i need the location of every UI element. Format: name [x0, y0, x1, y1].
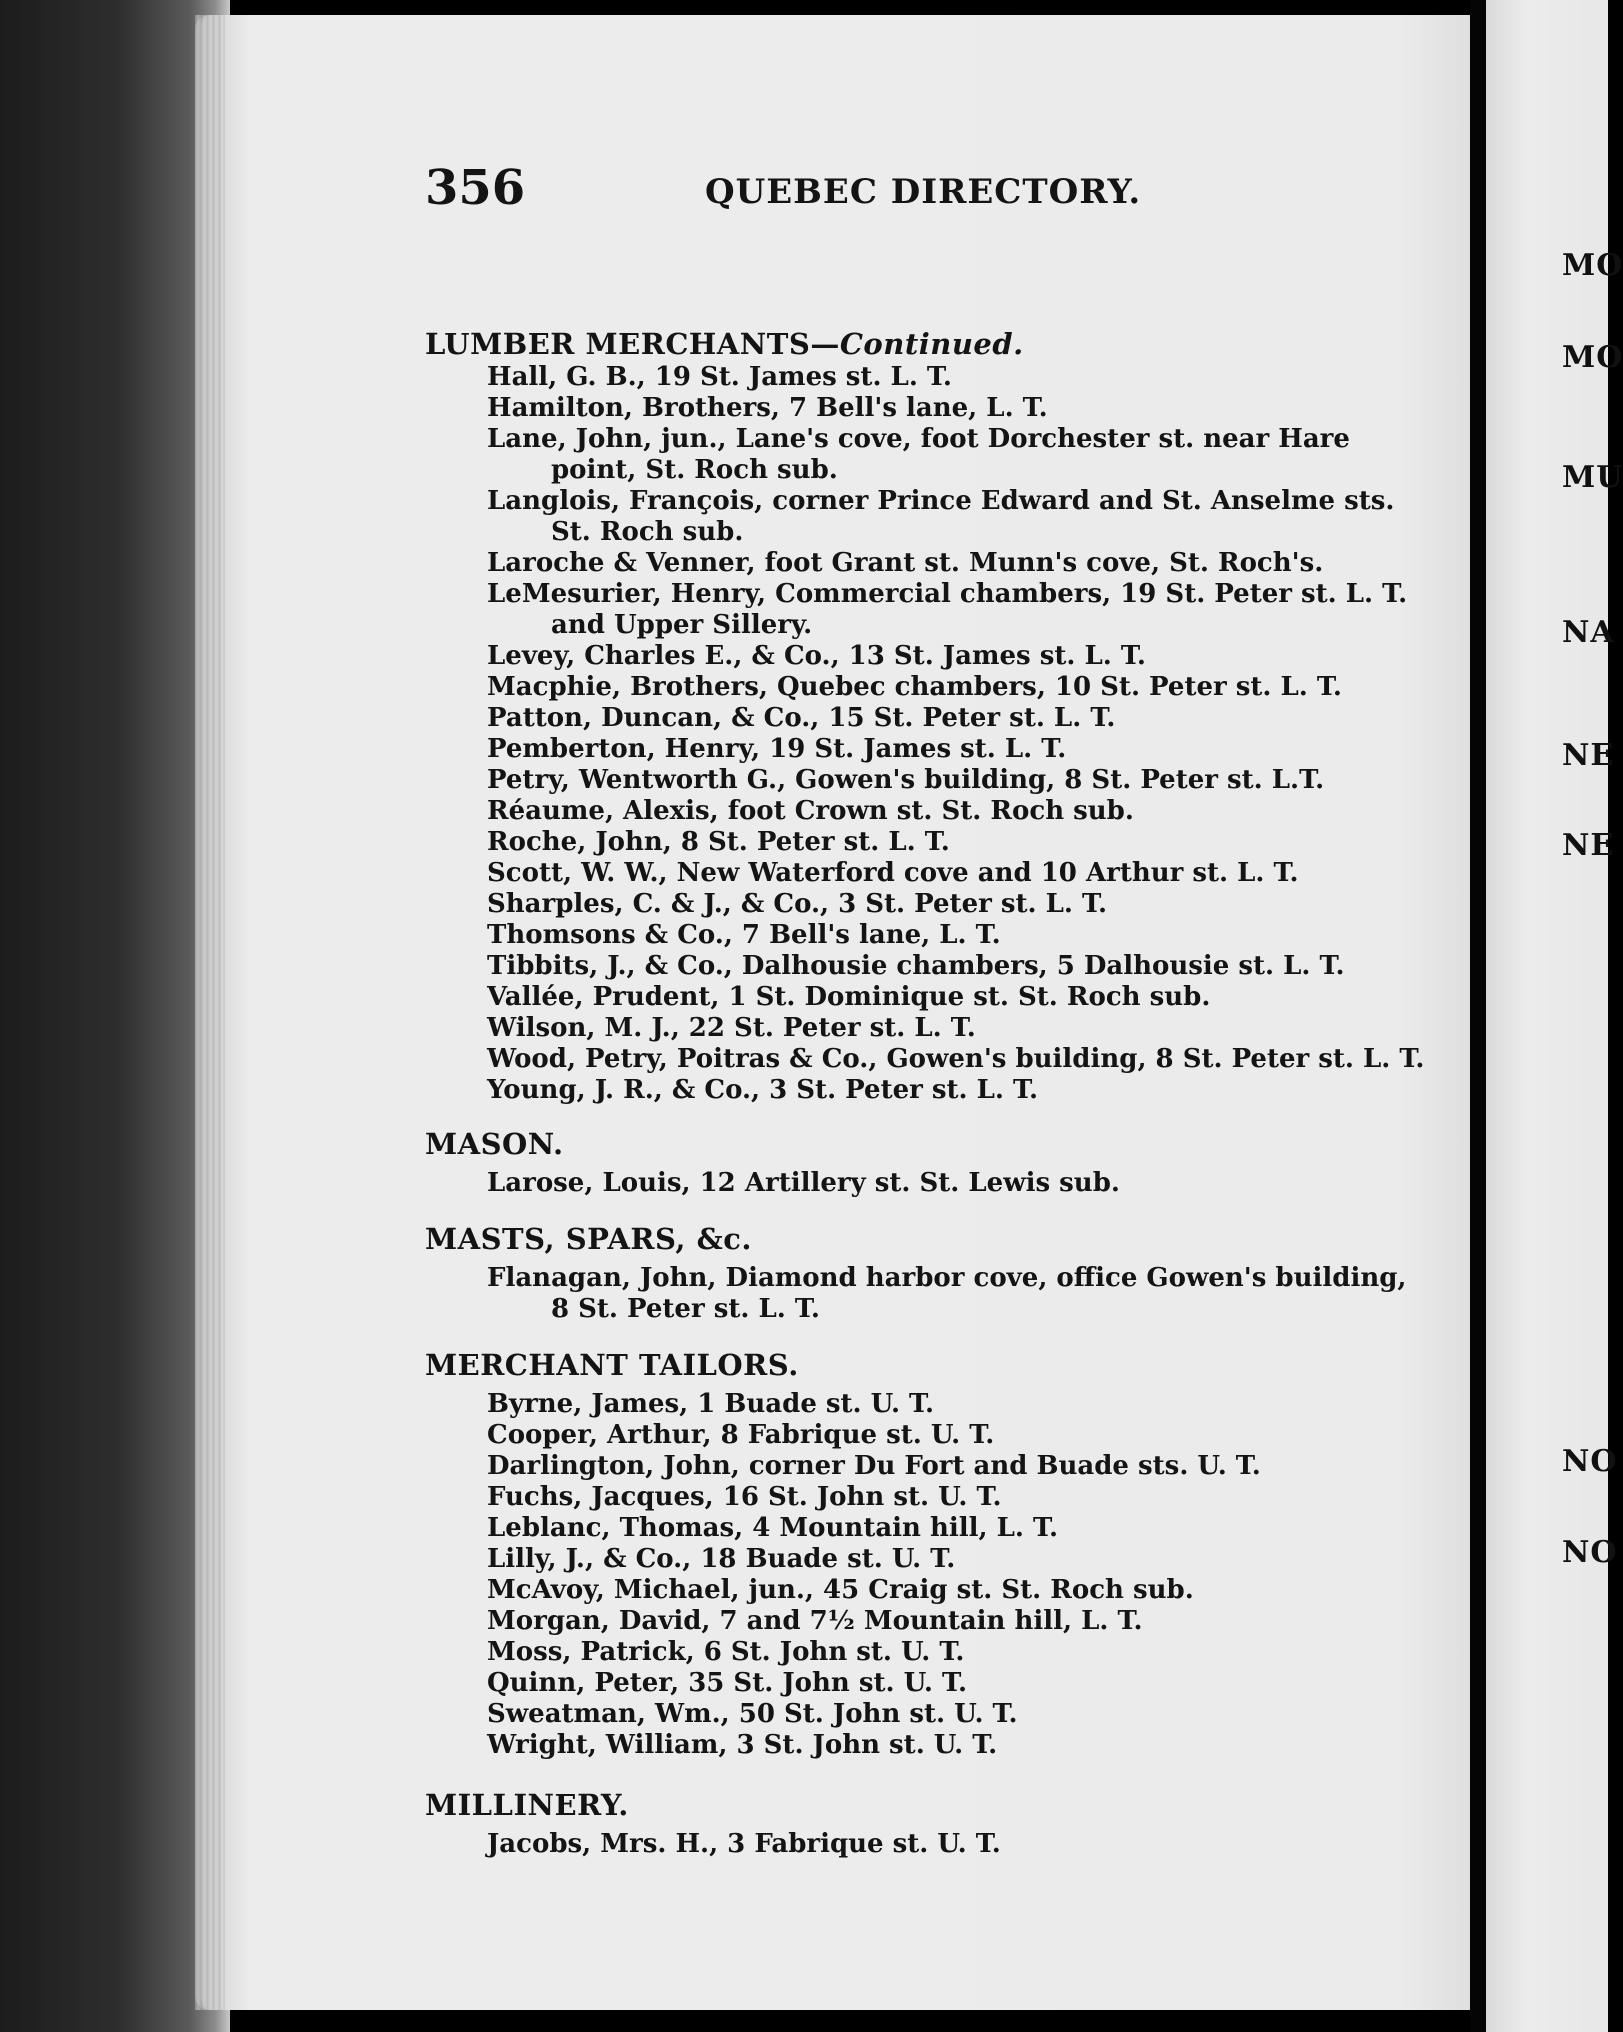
entry-list — [425, 1168, 1425, 1199]
directory-entry: Larose, Louis, 12 Artillery st. St. Lewis sub. — [487, 1168, 1120, 1198]
directory-entry: Levey, Charles E., & Co., 13 St. James st. L. T. — [487, 641, 1146, 671]
directory-entry: Macphie, Brothers, Quebec chambers, 10 St. Peter st. L. T. — [487, 672, 1342, 702]
directory-page-content — [425, 160, 1425, 1860]
entry-list — [425, 362, 1425, 1106]
directory-entry: Pemberton, Henry, 19 St. James st. L. T. — [487, 734, 1067, 764]
directory-entry: Thomsons & Co., 7 Bell's lane, L. T. — [487, 920, 1001, 950]
directory-entry: Flanagan, John, Diamond harbor cove, office Gowen's building, 8 St. Peter st. L. T. — [487, 1263, 1407, 1324]
directory-entry: Byrne, James, 1 Buade st. U. T. — [487, 1389, 935, 1419]
section-merchant-tailors — [425, 1347, 1425, 1761]
section-mason — [425, 1126, 1425, 1199]
section-heading: MASON. — [425, 1127, 564, 1161]
directory-entry: Leblanc, Thomas, 4 Mountain hill, L. T. — [487, 1513, 1059, 1543]
right-page-fragment: NO — [1562, 1444, 1618, 1479]
page-edges — [195, 15, 225, 2010]
entry-list — [425, 1389, 1425, 1761]
directory-entry: McAvoy, Michael, jun., 45 Craig st. St. Roch sub. — [487, 1575, 1194, 1605]
section-heading — [425, 326, 1425, 362]
directory-entry: Moss, Patrick, 6 St. John st. U. T. — [487, 1637, 965, 1667]
section-heading: MERCHANT TAILORS. — [425, 1348, 799, 1382]
directory-entry: Laroche & Venner, foot Grant st. Munn's cove, St. Roch's. — [487, 548, 1324, 578]
section-heading: MILLINERY. — [425, 1788, 629, 1822]
right-page-fragment: NO — [1562, 1535, 1618, 1570]
running-title: QUEBEC DIRECTORY. — [705, 172, 1142, 212]
page-header — [425, 160, 1425, 232]
right-page-fragment: MU — [1562, 460, 1623, 495]
gutter-shadow — [1470, 0, 1486, 2032]
directory-entry: Morgan, David, 7 and 7½ Mountain hill, L. T. — [487, 1606, 1143, 1636]
right-page-fragment: MO — [1562, 340, 1623, 375]
page-number: 356 — [425, 160, 526, 216]
directory-entry: Hall, G. B., 19 St. James st. L. T. — [487, 362, 952, 392]
directory-entry: Scott, W. W., New Waterford cove and 10 Arthur st. L. T. — [487, 858, 1299, 888]
right-page-fragment: NA — [1562, 615, 1615, 650]
section-heading-continued: Continued. — [839, 327, 1024, 361]
right-page-fragment: NE — [1562, 828, 1615, 863]
directory-entry: Young, J. R., & Co., 3 St. Peter st. L. T. — [487, 1075, 1039, 1105]
directory-entry: Lane, John, jun., Lane's cove, foot Dorchester st. near Hare point, St. Roch sub. — [487, 424, 1350, 485]
right-page — [1486, 0, 1623, 2032]
directory-entry: Wilson, M. J., 22 St. Peter st. L. T. — [487, 1013, 976, 1043]
directory-entry: Wood, Petry, Poitras & Co., Gowen's building, 8 St. Peter st. L. T. — [487, 1044, 1425, 1074]
section-lumber-merchants — [425, 326, 1425, 1106]
directory-entry: Petry, Wentworth G., Gowen's building, 8 St. Peter st. L.T. — [487, 765, 1325, 795]
section-millinery — [425, 1787, 1425, 1860]
directory-entry: LeMesurier, Henry, Commercial chambers, 19 St. Peter st. L. T. and Upper Sillery. — [487, 579, 1408, 640]
directory-entry: Lilly, J., & Co., 18 Buade st. U. T. — [487, 1544, 956, 1574]
directory-entry: Tibbits, J., & Co., Dalhousie chambers, 5 Dalhousie st. L. T. — [487, 951, 1345, 981]
directory-entry: Darlington, John, corner Du Fort and Buade sts. U. T. — [487, 1451, 1261, 1481]
directory-entry: Cooper, Arthur, 8 Fabrique st. U. T. — [487, 1420, 995, 1450]
section-heading-text: LUMBER MERCHANTS— — [425, 327, 840, 361]
directory-entry: Réaume, Alexis, foot Crown st. St. Roch sub. — [487, 796, 1134, 826]
section-heading: MASTS, SPARS, &c. — [425, 1222, 753, 1256]
entry-list — [425, 1829, 1425, 1860]
directory-entry: Roche, John, 8 St. Peter st. L. T. — [487, 827, 950, 857]
directory-entry: Fuchs, Jacques, 16 St. John st. U. T. — [487, 1482, 1002, 1512]
directory-entry: Jacobs, Mrs. H., 3 Fabrique st. U. T. — [487, 1829, 1001, 1859]
section-masts-spars — [425, 1221, 1425, 1325]
right-page-fragment: NE — [1562, 738, 1615, 773]
directory-entry: Vallée, Prudent, 1 St. Dominique st. St. Roch sub. — [487, 982, 1211, 1012]
directory-entry: Patton, Duncan, & Co., 15 St. Peter st. L. T. — [487, 703, 1116, 733]
directory-entry: Sharples, C. & J., & Co., 3 St. Peter st. L. T. — [487, 889, 1108, 919]
directory-entry: Langlois, François, corner Prince Edward and St. Anselme sts. St. Roch sub. — [487, 486, 1395, 547]
entry-list — [425, 1263, 1425, 1325]
directory-entry: Quinn, Peter, 35 St. John st. U. T. — [487, 1668, 968, 1698]
right-page-fragment: MO — [1562, 248, 1623, 283]
directory-entry: Sweatman, Wm., 50 St. John st. U. T. — [487, 1699, 1018, 1729]
directory-entry: Hamilton, Brothers, 7 Bell's lane, L. T. — [487, 393, 1048, 423]
directory-entry: Wright, William, 3 St. John st. U. T. — [487, 1730, 998, 1760]
